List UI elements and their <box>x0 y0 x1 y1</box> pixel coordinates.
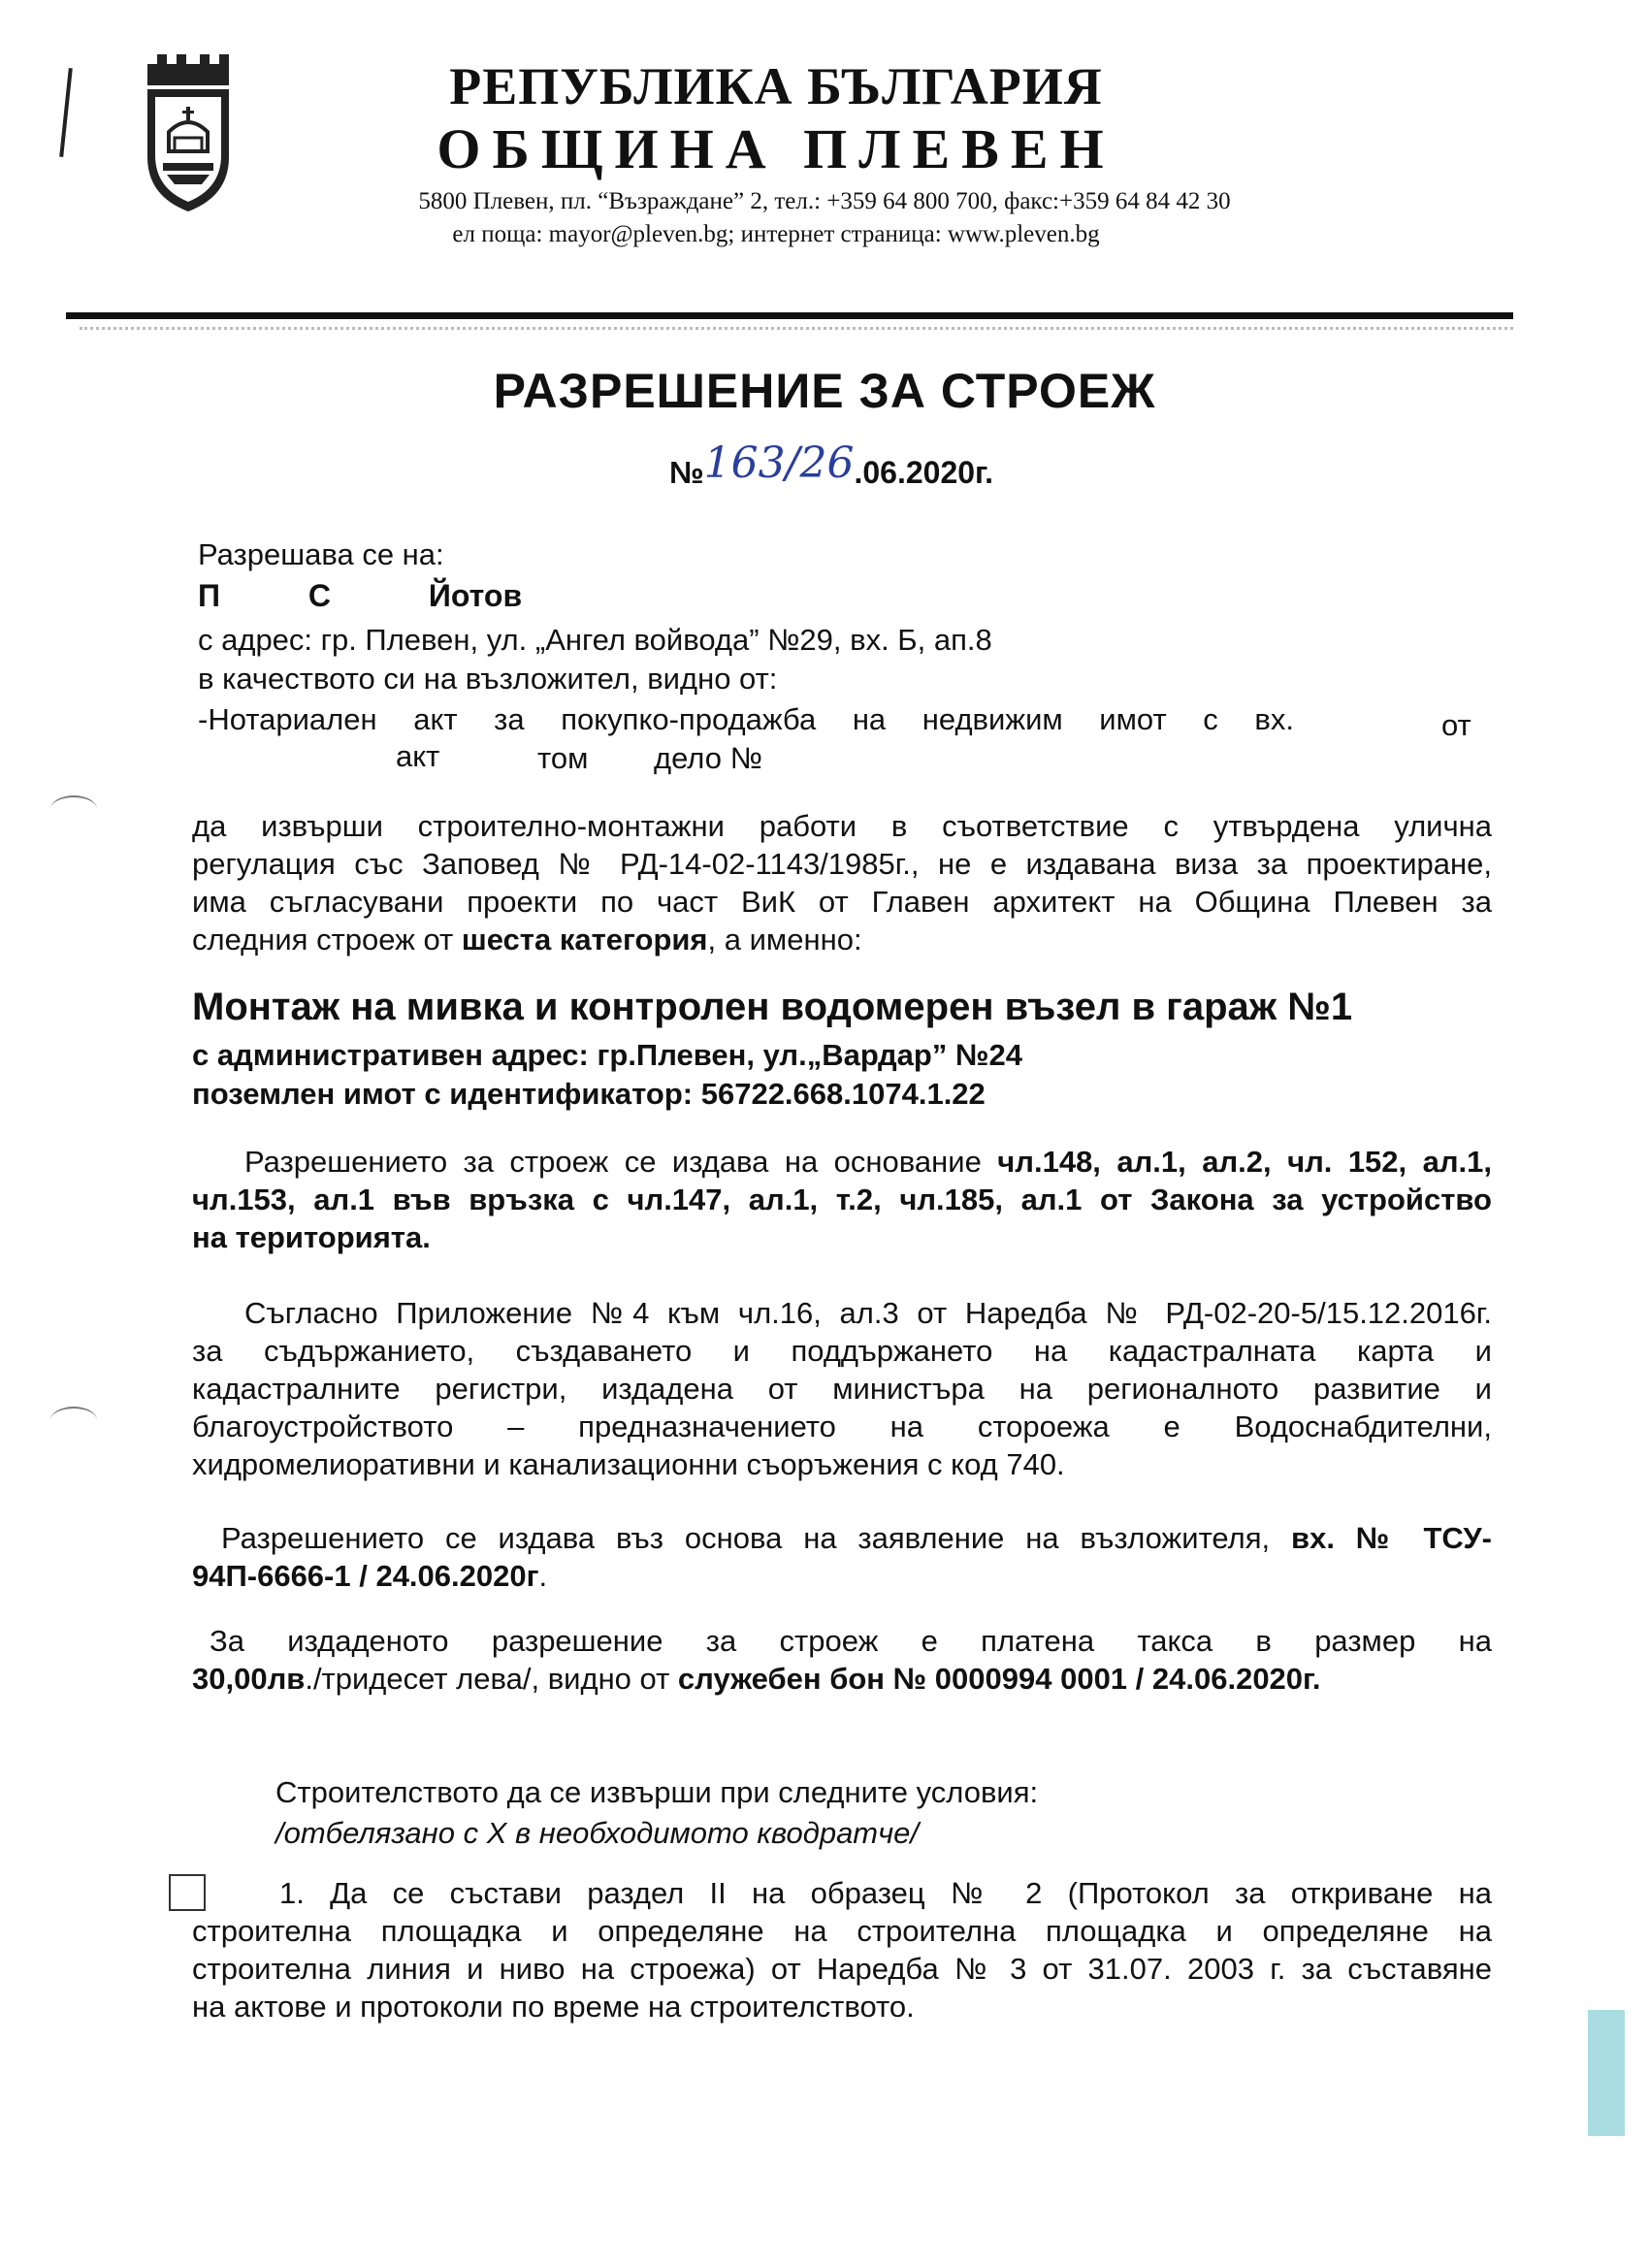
application-text: . <box>538 1559 548 1593</box>
construction-object-address: с административен адрес: гр.Плевен, ул.„Вардар” №24 <box>192 1038 1023 1072</box>
deed-word: с <box>1203 702 1218 736</box>
construction-object-property-id: поземлен имот с идентификатор: 56722.668.1074.1.22 <box>192 1077 986 1111</box>
application-line <box>192 1557 1492 1595</box>
construction-category: шеста категория <box>461 923 708 956</box>
fee-receipt: служебен бон № 0000994 0001 / 24.06.2020г. <box>677 1662 1321 1696</box>
deed-from-label: от <box>1441 708 1471 742</box>
republic-heading: РЕПУБЛИКА БЪЛГАРИЯ <box>449 57 1103 115</box>
legal-basis-text: Разрешението за строеж се издава на основание <box>244 1145 998 1179</box>
header-divider-dotted <box>80 327 1513 330</box>
condition-1-paragraph <box>192 1874 1492 2025</box>
purpose-line: има съгласувани проекти по част ВиК от Главен архитект на Община Плевен за <box>192 885 1492 919</box>
fee-line: За издаденото разрешение за строеж е платена такса в размер на <box>210 1624 1492 1658</box>
letterhead-address: 5800 Плевен, пл. “Възраждане” 2, тел.: +359 64 800 700, факс:+359 64 84 42 30 <box>418 188 1231 214</box>
deed-word: -Нотариален <box>198 702 377 736</box>
application-ref: 94П-6666-1 / 24.06.2020г <box>192 1559 539 1593</box>
header-divider <box>66 312 1513 319</box>
construction-object-title: Монтаж на мивка и контролен водомерен възел в гараж №1 <box>192 986 1353 1028</box>
fee-amount: 30,00лв <box>192 1662 306 1696</box>
classification-line: хидромелиоративни и канализационни съоръжения с код 740. <box>192 1447 1065 1481</box>
deed-word: вх. <box>1254 702 1294 736</box>
deed-delo-label: дело № <box>654 741 762 775</box>
classification-line: благоустройството – предназначението на стороежа е Водоснабдителни, <box>192 1409 1492 1443</box>
condition-1-line: на актове и протоколи по време на строителството. <box>192 1990 915 2024</box>
number-date-suffix: .06.2020г. <box>854 455 994 490</box>
margin-pen-mark <box>59 68 73 157</box>
application-text: Разрешението се издава въз основа на заявление на възложителя, <box>221 1521 1292 1555</box>
application-paragraph <box>192 1519 1492 1595</box>
deed-akt-label: акт <box>396 739 440 773</box>
condition-1-line: 1. Да се състави раздел II на образец № 2 (Протокол за откриване на <box>279 1876 1492 1910</box>
municipality-heading: ОБЩИНА ПЛЕВЕН <box>436 117 1116 180</box>
legal-basis-line <box>192 1218 1492 1256</box>
legal-basis-articles: чл.153, ал.1 във връзка с чл.147, ал.1, т.2, чл.185, ал.1 от Закона за устройство <box>192 1183 1492 1216</box>
deed-word: недвижим <box>922 702 1063 736</box>
recipient-surname: Йотов <box>428 578 523 613</box>
purpose-text: , а именно: <box>707 923 862 956</box>
recipient-initial-2: С <box>307 578 331 613</box>
punch-hole-mark <box>50 1407 97 1434</box>
legal-basis-articles: на територията. <box>192 1220 431 1254</box>
punch-hole-mark <box>50 795 97 823</box>
deed-word: имот <box>1099 702 1167 736</box>
fee-line <box>192 1660 1492 1698</box>
deed-word: на <box>852 702 887 736</box>
purpose-line: регулация със Заповед № РД-14-02-1143/1985г., не е издавана виза за проектиране, <box>192 847 1492 881</box>
purpose-line: да извърши строително-монтажни работи в съответствие с утвърдена улична <box>192 809 1492 843</box>
legal-basis-line <box>192 1143 1492 1181</box>
permit-intro: Разрешава се на: <box>198 537 444 571</box>
pleven-coat-of-arms-icon <box>144 50 233 215</box>
conditions-note: /отбелязано с Х в необходимото кводратче/ <box>275 1816 920 1850</box>
classification-line: Съгласно Приложение №4 към чл.16, ал.3 от Наредба № РД-02-20-5/15.12.2016г. <box>244 1296 1492 1330</box>
document-title: РАЗРЕШЕНИЕ ЗА СТРОЕЖ <box>493 364 1156 418</box>
classification-line: за съдържанието, създаването и поддържането на кадастралната карта и <box>192 1334 1492 1368</box>
recipient-address: с адрес: гр. Плевен, ул. „Ангел войвода” №29, вх. Б, ап.8 <box>198 623 992 657</box>
classification-paragraph <box>192 1294 1492 1483</box>
notary-deed-line <box>198 702 1294 737</box>
recipient-capacity: в качеството си на възложител, видно от: <box>198 662 778 696</box>
legal-basis-articles: чл.148, ал.1, ал.2, чл. 152, ал.1, <box>997 1145 1493 1179</box>
legal-basis-paragraph <box>192 1143 1492 1256</box>
purpose-last-line <box>192 921 1492 958</box>
classification-line: кадастралните регистри, издадена от министъра на регионалното развитие и <box>192 1372 1492 1406</box>
document-number <box>669 438 994 494</box>
deed-tom-label: том <box>537 741 589 775</box>
number-prefix: № <box>669 455 704 490</box>
application-line <box>192 1519 1492 1557</box>
legal-basis-line <box>192 1181 1492 1218</box>
recipient-initial-1: П <box>198 578 220 613</box>
deed-word: покупко-продажба <box>561 702 817 736</box>
conditions-intro: Строителството да се извърши при следните условия: <box>275 1775 1039 1809</box>
condition-1-line: строителна площадка и определяне на строителна площадка и определяне на <box>192 1914 1492 1948</box>
fee-paragraph <box>192 1622 1492 1698</box>
recipient-name <box>198 578 522 614</box>
condition-1-line: строителна линия и ниво на строежа) от Наредба № 3 от 31.07. 2003 г. за съставяне <box>192 1952 1492 1986</box>
purpose-text: следния строеж от <box>192 923 462 956</box>
fee-amount-words: ./тридесет лева/, видно от <box>305 1662 678 1696</box>
application-ref: вх. № ТСУ- <box>1291 1521 1492 1555</box>
handwritten-number: 163/26 <box>703 438 855 488</box>
purpose-paragraph <box>192 807 1492 958</box>
letterhead-contacts: ел поща: mayor@pleven.bg; интернет страница: www.pleven.bg <box>452 221 1100 247</box>
sticky-note-tab <box>1588 2010 1625 2136</box>
deed-word: за <box>494 702 525 736</box>
deed-word: акт <box>413 702 458 736</box>
